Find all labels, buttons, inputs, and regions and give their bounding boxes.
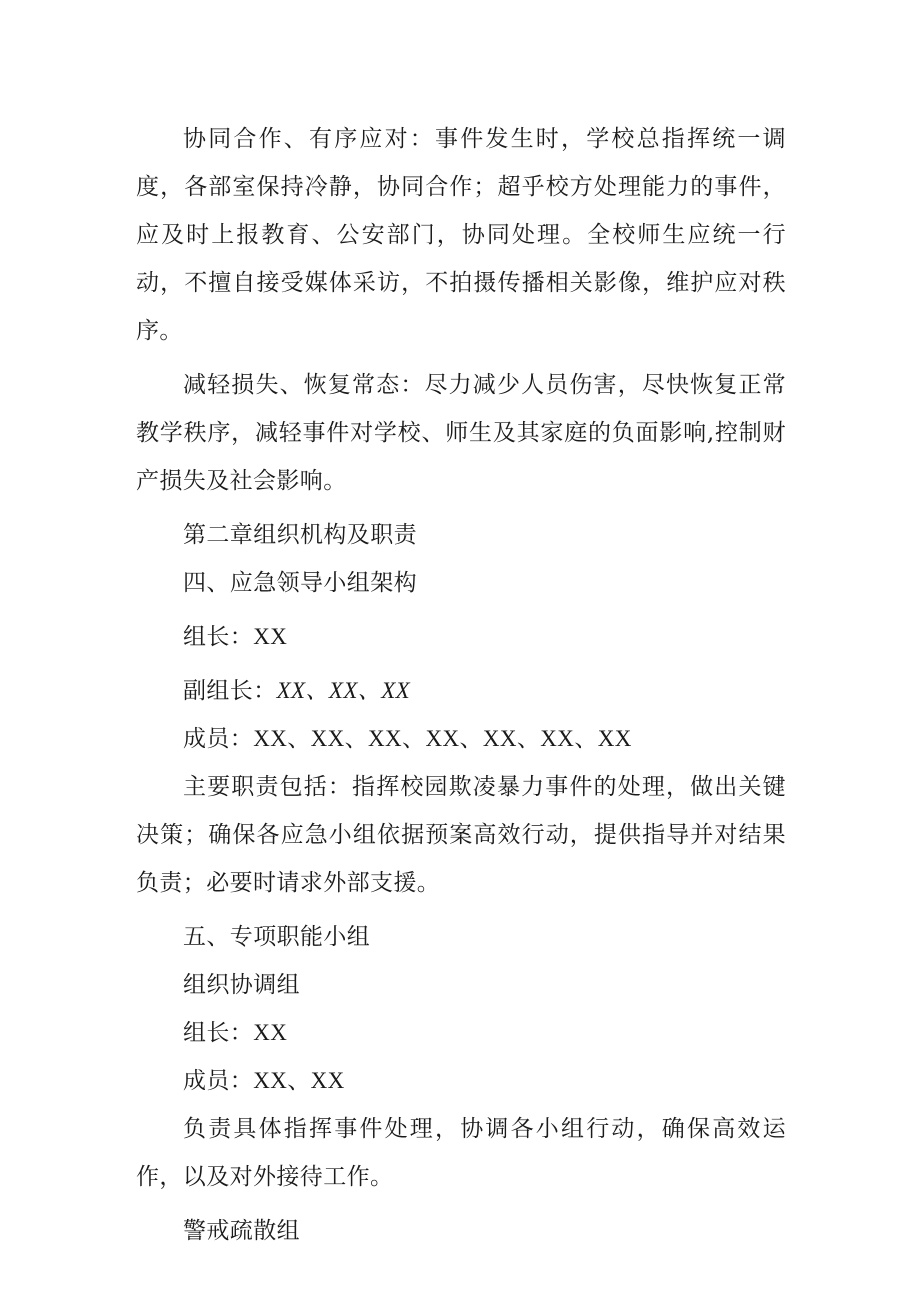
document-body bbox=[136, 115, 786, 1255]
group-1-name: 组织协调组 bbox=[183, 972, 300, 998]
section-5-heading: 五、专项职能小组 bbox=[183, 924, 371, 950]
paragraph-reduce-loss: 减轻损失、恢复常态：尽力减少人员伤害，尽快恢复正常教学秩序，减轻事件对学校、师生及其家庭的负面影响,控制财产损失及社会影响。 bbox=[136, 372, 786, 494]
section-4-deputy-names: XX、XX、XX bbox=[276, 678, 411, 703]
section-4-heading: 四、应急领导小组架构 bbox=[183, 570, 417, 596]
group-1-leader: 组长：XX bbox=[183, 1020, 288, 1045]
section-4-leader: 组长：XX bbox=[183, 624, 288, 649]
paragraph-coordination: 协同合作、有序应对：事件发生时，学校总指挥统一调度，各部室保持冷静，协同合作；超乎校方处理能力的事件，应及时上报教育、公安部门，协同处理。全校师生应统一行动，不擅自接受媒体采访，不拍摄传播相关影像，维护应对秩序。 bbox=[136, 126, 786, 344]
chapter-title: 第二章组织机构及职责 bbox=[183, 522, 417, 548]
section-4-duties: 主要职责包括：指挥校园欺凌暴力事件的处理，做出关键决策；确保各应急小组依据预案高效行动，提供指导并对结果负责；必要时请求外部支援。 bbox=[136, 774, 786, 896]
section-4-members: 成员：XX、XX、XX、XX、XX、XX、XX bbox=[183, 726, 632, 751]
section-4-deputy bbox=[136, 667, 786, 715]
group-2-name: 警戒疏散组 bbox=[183, 1218, 300, 1244]
group-1-members: 成员：XX、XX bbox=[183, 1068, 345, 1093]
section-4-deputy-label: 副组长： bbox=[183, 678, 277, 704]
group-1-duties: 负责具体指挥事件处理，协调各小组行动，确保高效运作，以及对外接待工作。 bbox=[136, 1116, 786, 1190]
